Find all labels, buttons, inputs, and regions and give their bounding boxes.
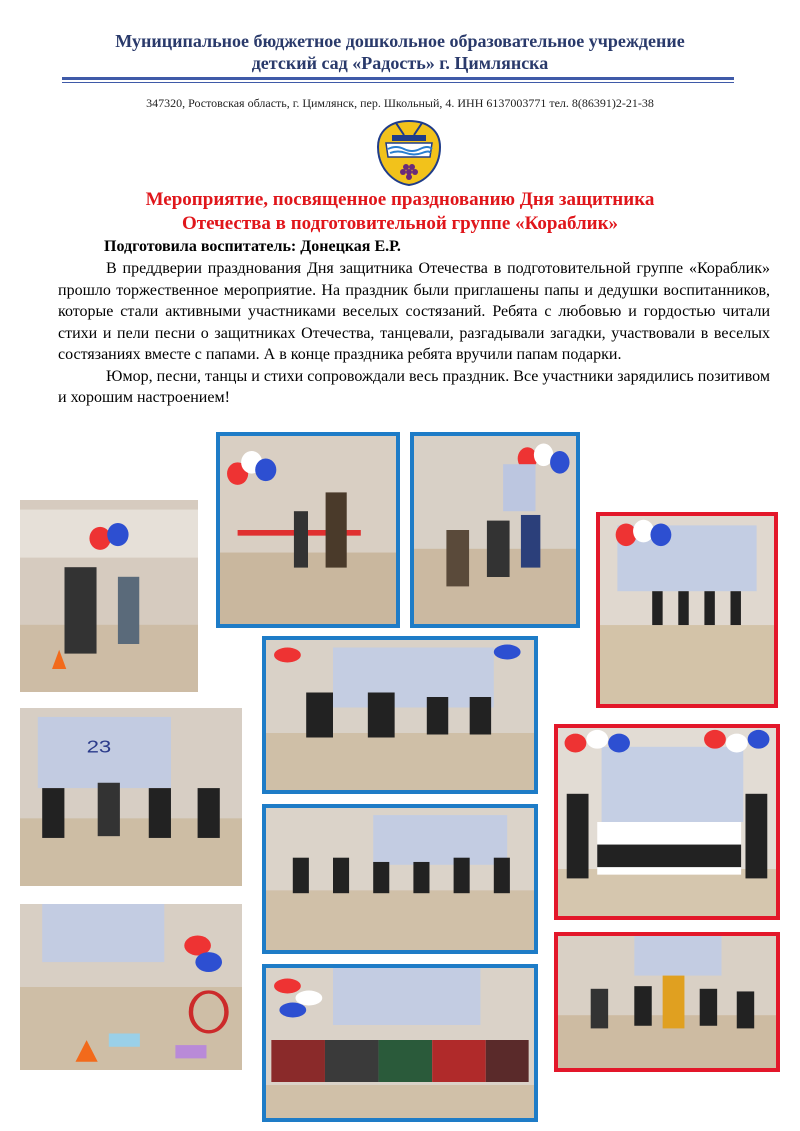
author-line: Подготовила воспитатель: Донецкая Е.Р. xyxy=(104,238,401,255)
institution-name-line2: детский сад «Радость» г. Цимлянска xyxy=(251,53,549,73)
paragraph-2: Юмор, песни, танцы и стихи сопровождали весь праздник. Все участники зарядились позитивом и хорошим настроением! xyxy=(58,367,770,406)
photo-fathers-relay xyxy=(216,432,400,628)
event-title-line1: Мероприятие, посвященное празднованию Дня защитника xyxy=(145,189,655,210)
institution-header xyxy=(60,30,740,74)
kindergarten-emblem-icon xyxy=(368,113,450,189)
photo-group-portrait xyxy=(554,724,780,920)
photo-obstacle-course xyxy=(20,904,242,1070)
institution-address: 347320, Ростовская область, г. Цимлянск, пер. Школьный, 4. ИНН 6137003771 тел. 8(86391)2-21-38 xyxy=(146,96,654,110)
paragraph-1: В преддверии празднования Дня защитника Отечества в подготовительной группе «Кораблик» прошло торжественное мероприятие. На праздник были приглашены папы и дедушки воспитанников, которые стали активными участниками веселых состязаний. Ребята с любовью и гордостью читали стихи и пели песни о защитниках Отечества, танцевали, разгадывали загадки, участвовали в веселых состязаниях вместе с папами. А в конце праздника ребята вручили папам подарки. xyxy=(58,260,770,363)
banner-23-text: 23 xyxy=(86,737,112,757)
photo-round-dance xyxy=(554,932,780,1072)
event-title xyxy=(100,188,700,236)
event-title-line2: Отечества в подготовительной группе «Кораблик» xyxy=(181,213,619,234)
header-divider-thin xyxy=(62,82,734,83)
article-body xyxy=(58,258,770,409)
photo-dance-pairs xyxy=(20,708,242,886)
photo-tug-of-war xyxy=(410,432,580,628)
photo-dance-with-shawls xyxy=(262,964,538,1122)
photo-father-carrying-child xyxy=(20,500,198,692)
photo-circle-dance xyxy=(262,804,538,954)
institution-name-line1: Муниципальное бюджетное дошкольное образовательное учреждение xyxy=(115,31,685,51)
header-divider-thick xyxy=(62,77,734,80)
photo-dance-with-flags xyxy=(262,636,538,794)
photo-children-race xyxy=(596,512,778,708)
